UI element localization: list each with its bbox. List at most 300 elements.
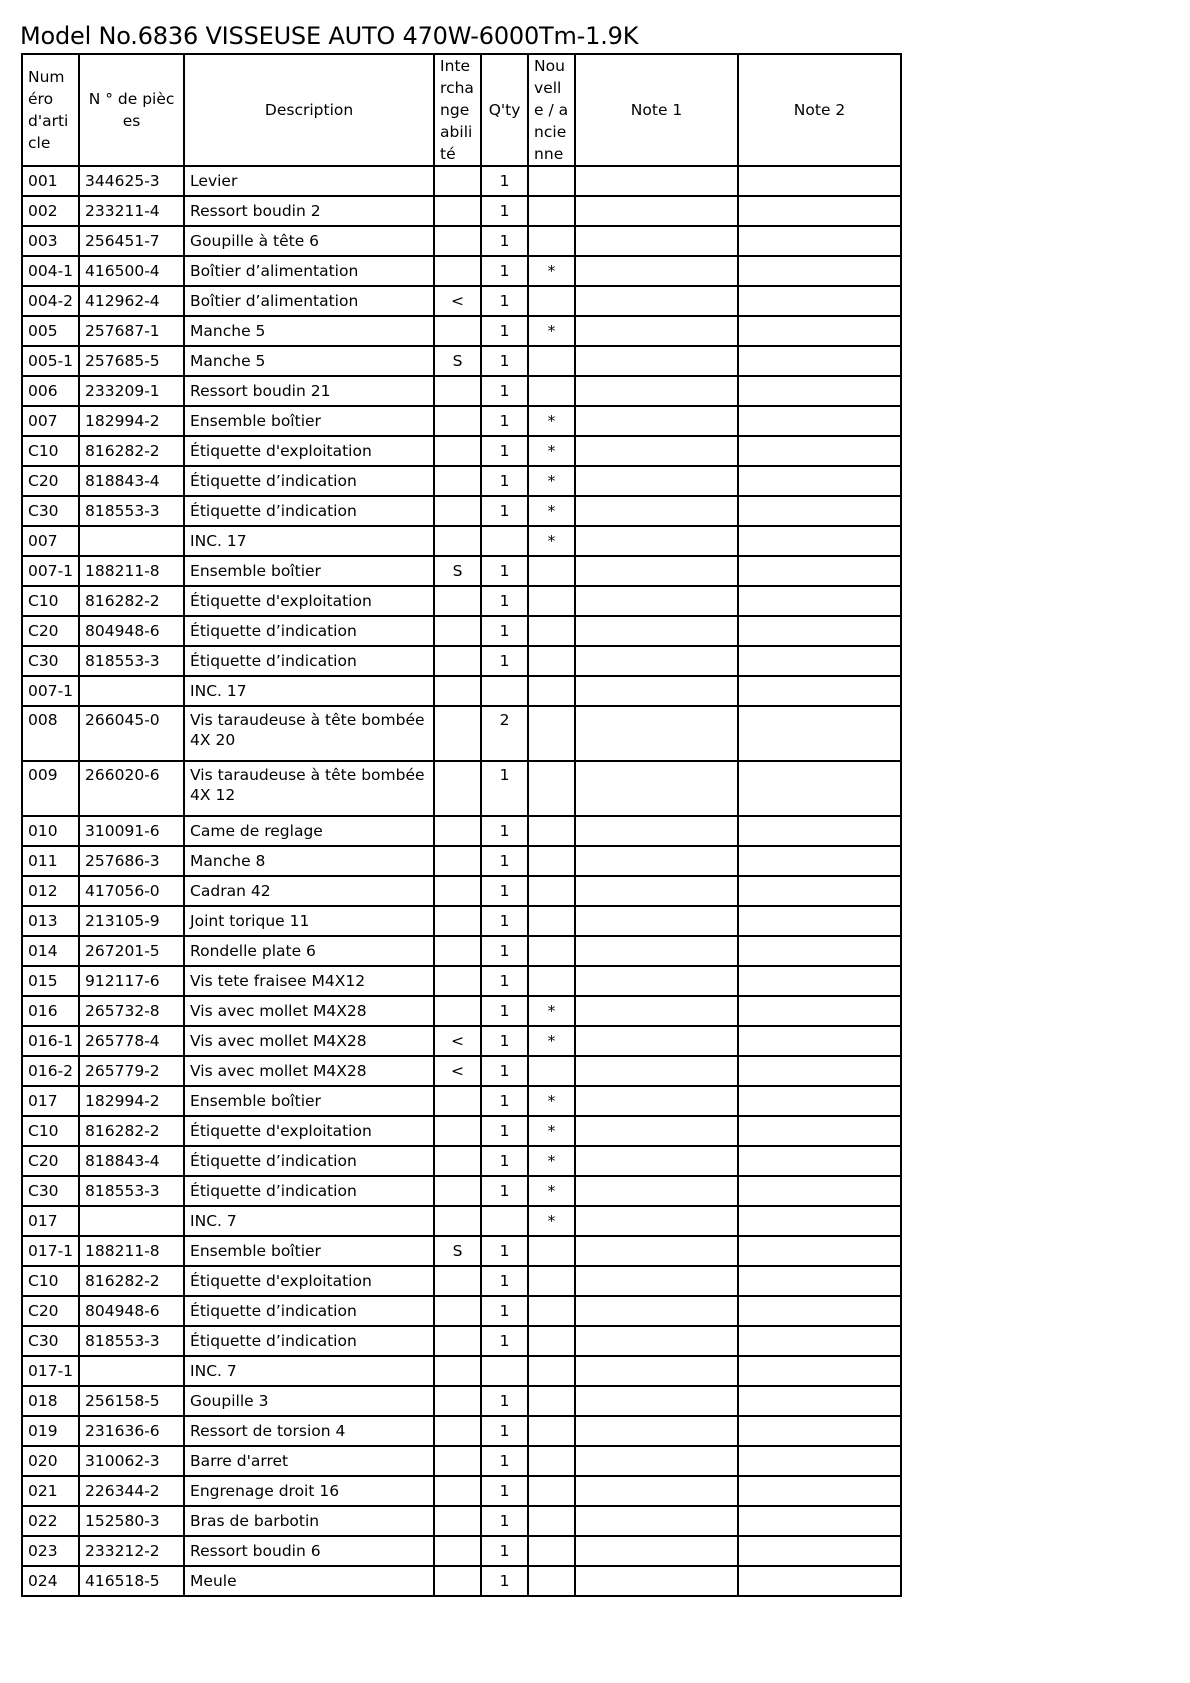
cell-description: Étiquette d’indication: [184, 466, 434, 496]
cell-quantity: 1: [481, 761, 528, 816]
cell-interchangeability: [434, 1206, 481, 1236]
cell-note-1: [575, 166, 738, 196]
cell-item-number: 003: [22, 226, 79, 256]
cell-part-number: [79, 676, 184, 706]
cell-note-2: [738, 706, 901, 761]
cell-description: Manche 5: [184, 316, 434, 346]
cell-part-number: 188211-8: [79, 1236, 184, 1266]
cell-part-number: 344625-3: [79, 166, 184, 196]
cell-quantity: [481, 676, 528, 706]
cell-item-number: 017-1: [22, 1356, 79, 1386]
cell-part-number: 818553-3: [79, 646, 184, 676]
cell-note-1: [575, 846, 738, 876]
cell-interchangeability: [434, 1446, 481, 1476]
cell-description: Étiquette d’indication: [184, 646, 434, 676]
cell-part-number: 310091-6: [79, 816, 184, 846]
cell-new-old: [528, 1566, 575, 1596]
cell-note-2: [738, 996, 901, 1026]
cell-new-old: [528, 1356, 575, 1386]
cell-note-2: [738, 346, 901, 376]
cell-part-number: [79, 1206, 184, 1236]
cell-interchangeability: [434, 1176, 481, 1206]
cell-quantity: 1: [481, 256, 528, 286]
cell-new-old: [528, 376, 575, 406]
cell-quantity: 1: [481, 1176, 528, 1206]
cell-part-number: 182994-2: [79, 1086, 184, 1116]
cell-note-2: [738, 1416, 901, 1446]
cell-new-old: [528, 1506, 575, 1536]
cell-note-2: [738, 1266, 901, 1296]
cell-part-number: 412962-4: [79, 286, 184, 316]
table-row: [22, 846, 901, 876]
cell-interchangeability: [434, 646, 481, 676]
cell-new-old: *: [528, 1176, 575, 1206]
cell-description: Étiquette d'exploitation: [184, 586, 434, 616]
cell-note-1: [575, 1476, 738, 1506]
cell-interchangeability: [434, 816, 481, 846]
table-row: [22, 1536, 901, 1566]
cell-part-number: 231636-6: [79, 1416, 184, 1446]
cell-part-number: 417056-0: [79, 876, 184, 906]
cell-note-2: [738, 316, 901, 346]
cell-new-old: *: [528, 1206, 575, 1236]
cell-interchangeability: [434, 1356, 481, 1386]
cell-new-old: [528, 1446, 575, 1476]
cell-part-number: 816282-2: [79, 586, 184, 616]
cell-note-2: [738, 1506, 901, 1536]
cell-note-2: [738, 936, 901, 966]
cell-note-1: [575, 1236, 738, 1266]
header-interchangeability: Interchangeabilité: [434, 54, 481, 166]
table-row: [22, 286, 901, 316]
table-row: [22, 1026, 901, 1056]
cell-interchangeability: [434, 706, 481, 761]
cell-new-old: *: [528, 256, 575, 286]
cell-new-old: *: [528, 1026, 575, 1056]
cell-item-number: 012: [22, 876, 79, 906]
cell-note-1: [575, 906, 738, 936]
cell-note-2: [738, 1446, 901, 1476]
cell-part-number: 257685-5: [79, 346, 184, 376]
cell-part-number: 818843-4: [79, 1146, 184, 1176]
cell-quantity: 1: [481, 196, 528, 226]
table-row: [22, 1086, 901, 1116]
cell-part-number: 267201-5: [79, 936, 184, 966]
cell-new-old: *: [528, 996, 575, 1026]
cell-note-1: [575, 1086, 738, 1116]
cell-quantity: 1: [481, 1266, 528, 1296]
cell-quantity: 1: [481, 496, 528, 526]
cell-interchangeability: [434, 1086, 481, 1116]
cell-new-old: [528, 1266, 575, 1296]
cell-note-2: [738, 1086, 901, 1116]
cell-item-number: 017: [22, 1086, 79, 1116]
cell-part-number: 818553-3: [79, 496, 184, 526]
cell-note-1: [575, 1356, 738, 1386]
cell-interchangeability: [434, 1536, 481, 1566]
cell-item-number: 008: [22, 706, 79, 761]
cell-interchangeability: [434, 496, 481, 526]
cell-note-2: [738, 1356, 901, 1386]
cell-new-old: [528, 616, 575, 646]
cell-item-number: 009: [22, 761, 79, 816]
cell-note-1: [575, 676, 738, 706]
table-row: [22, 816, 901, 846]
cell-note-1: [575, 406, 738, 436]
cell-interchangeability: [434, 846, 481, 876]
cell-new-old: [528, 816, 575, 846]
table-row: [22, 166, 901, 196]
cell-part-number: 816282-2: [79, 1266, 184, 1296]
cell-interchangeability: [434, 906, 481, 936]
cell-quantity: 1: [481, 646, 528, 676]
table-row: [22, 1206, 901, 1236]
cell-item-number: 005: [22, 316, 79, 346]
cell-quantity: 1: [481, 1476, 528, 1506]
document-title: Model No.6836 VISSEUSE AUTO 470W-6000Tm-1.9K: [20, 22, 639, 50]
cell-note-2: [738, 436, 901, 466]
cell-quantity: 1: [481, 466, 528, 496]
cell-item-number: 021: [22, 1476, 79, 1506]
cell-item-number: C20: [22, 1296, 79, 1326]
cell-note-2: [738, 1566, 901, 1596]
cell-part-number: 265732-8: [79, 996, 184, 1026]
cell-note-2: [738, 846, 901, 876]
cell-description: Rondelle plate 6: [184, 936, 434, 966]
cell-part-number: 816282-2: [79, 436, 184, 466]
cell-new-old: *: [528, 1086, 575, 1116]
cell-part-number: 182994-2: [79, 406, 184, 436]
cell-interchangeability: [434, 376, 481, 406]
table-row: [22, 1236, 901, 1266]
cell-item-number: C20: [22, 616, 79, 646]
table-row: [22, 1506, 901, 1536]
header-description: Description: [184, 54, 434, 166]
cell-note-2: [738, 466, 901, 496]
table-row: [22, 1266, 901, 1296]
cell-note-1: [575, 816, 738, 846]
header-note-2: Note 2: [738, 54, 901, 166]
cell-interchangeability: S: [434, 1236, 481, 1266]
cell-description: Ressort de torsion 4: [184, 1416, 434, 1446]
table-row: [22, 196, 901, 226]
cell-part-number: 804948-6: [79, 616, 184, 646]
cell-quantity: 1: [481, 1026, 528, 1056]
cell-interchangeability: <: [434, 1056, 481, 1086]
cell-item-number: 022: [22, 1506, 79, 1536]
cell-part-number: 256158-5: [79, 1386, 184, 1416]
table-row: [22, 406, 901, 436]
cell-note-1: [575, 346, 738, 376]
cell-new-old: [528, 1536, 575, 1566]
cell-note-1: [575, 586, 738, 616]
cell-new-old: [528, 1386, 575, 1416]
cell-note-1: [575, 256, 738, 286]
table-row: [22, 996, 901, 1026]
cell-item-number: C30: [22, 1326, 79, 1356]
cell-note-2: [738, 196, 901, 226]
table-row: [22, 1446, 901, 1476]
table-row: [22, 346, 901, 376]
cell-item-number: 002: [22, 196, 79, 226]
cell-interchangeability: [434, 676, 481, 706]
cell-item-number: 007: [22, 526, 79, 556]
cell-new-old: *: [528, 526, 575, 556]
cell-item-number: 023: [22, 1536, 79, 1566]
cell-quantity: 1: [481, 876, 528, 906]
cell-item-number: C20: [22, 1146, 79, 1176]
cell-new-old: [528, 1236, 575, 1266]
cell-new-old: [528, 706, 575, 761]
cell-new-old: [528, 761, 575, 816]
cell-quantity: 1: [481, 936, 528, 966]
cell-item-number: 007-1: [22, 556, 79, 586]
cell-part-number: 818843-4: [79, 466, 184, 496]
cell-quantity: 1: [481, 1056, 528, 1086]
cell-interchangeability: [434, 1506, 481, 1536]
cell-new-old: [528, 676, 575, 706]
cell-interchangeability: [434, 1476, 481, 1506]
cell-interchangeability: [434, 936, 481, 966]
cell-new-old: *: [528, 436, 575, 466]
cell-quantity: 1: [481, 1116, 528, 1146]
cell-quantity: [481, 1206, 528, 1236]
table-row: [22, 316, 901, 346]
cell-item-number: C10: [22, 1116, 79, 1146]
cell-description: Ressort boudin 21: [184, 376, 434, 406]
cell-interchangeability: [434, 226, 481, 256]
cell-interchangeability: S: [434, 556, 481, 586]
cell-interchangeability: [434, 616, 481, 646]
cell-quantity: 1: [481, 436, 528, 466]
cell-description: Manche 5: [184, 346, 434, 376]
cell-quantity: 1: [481, 166, 528, 196]
cell-new-old: *: [528, 1146, 575, 1176]
cell-part-number: 188211-8: [79, 556, 184, 586]
cell-description: Étiquette d’indication: [184, 1296, 434, 1326]
cell-part-number: 416518-5: [79, 1566, 184, 1596]
cell-quantity: 1: [481, 376, 528, 406]
cell-item-number: 020: [22, 1446, 79, 1476]
cell-description: Étiquette d’indication: [184, 496, 434, 526]
cell-note-1: [575, 1116, 738, 1146]
cell-description: Étiquette d’indication: [184, 1146, 434, 1176]
table-row: [22, 676, 901, 706]
cell-description: Boîtier d’alimentation: [184, 286, 434, 316]
cell-description: Ensemble boîtier: [184, 1086, 434, 1116]
cell-description: Meule: [184, 1566, 434, 1596]
cell-note-1: [575, 936, 738, 966]
table-row: [22, 1326, 901, 1356]
cell-new-old: [528, 226, 575, 256]
cell-quantity: 1: [481, 1536, 528, 1566]
cell-item-number: 017-1: [22, 1236, 79, 1266]
cell-note-1: [575, 876, 738, 906]
cell-note-1: [575, 1296, 738, 1326]
cell-part-number: 265779-2: [79, 1056, 184, 1086]
cell-description: Ressort boudin 2: [184, 196, 434, 226]
cell-note-2: [738, 256, 901, 286]
cell-interchangeability: [434, 761, 481, 816]
cell-interchangeability: <: [434, 286, 481, 316]
cell-description: Cadran 42: [184, 876, 434, 906]
cell-note-1: [575, 376, 738, 406]
cell-item-number: C10: [22, 1266, 79, 1296]
cell-note-1: [575, 1146, 738, 1176]
cell-new-old: [528, 556, 575, 586]
cell-note-2: [738, 676, 901, 706]
cell-note-2: [738, 496, 901, 526]
cell-part-number: [79, 526, 184, 556]
cell-quantity: 1: [481, 1416, 528, 1446]
cell-quantity: 1: [481, 1236, 528, 1266]
cell-quantity: 1: [481, 1566, 528, 1596]
cell-item-number: 019: [22, 1416, 79, 1446]
table-row: [22, 376, 901, 406]
cell-new-old: [528, 966, 575, 996]
table-row: [22, 1296, 901, 1326]
cell-description: Boîtier d’alimentation: [184, 256, 434, 286]
cell-description: Levier: [184, 166, 434, 196]
cell-quantity: 1: [481, 556, 528, 586]
cell-description: Vis avec mollet M4X28: [184, 996, 434, 1026]
cell-item-number: 015: [22, 966, 79, 996]
cell-interchangeability: <: [434, 1026, 481, 1056]
cell-note-1: [575, 1416, 738, 1446]
cell-interchangeability: [434, 1296, 481, 1326]
cell-interchangeability: [434, 1116, 481, 1146]
cell-quantity: 1: [481, 996, 528, 1026]
cell-note-2: [738, 1326, 901, 1356]
cell-description: Ensemble boîtier: [184, 556, 434, 586]
cell-note-2: [738, 526, 901, 556]
cell-note-1: [575, 1056, 738, 1086]
cell-description: Goupille à tête 6: [184, 226, 434, 256]
table-row: [22, 1416, 901, 1446]
cell-part-number: 226344-2: [79, 1476, 184, 1506]
cell-part-number: 265778-4: [79, 1026, 184, 1056]
cell-description: Goupille 3: [184, 1386, 434, 1416]
table-row: [22, 706, 901, 761]
cell-item-number: 004-1: [22, 256, 79, 286]
cell-interchangeability: S: [434, 346, 481, 376]
cell-quantity: 1: [481, 406, 528, 436]
cell-note-1: [575, 316, 738, 346]
cell-note-1: [575, 436, 738, 466]
cell-description: Came de reglage: [184, 816, 434, 846]
cell-description: Étiquette d'exploitation: [184, 436, 434, 466]
cell-interchangeability: [434, 966, 481, 996]
cell-new-old: [528, 196, 575, 226]
cell-part-number: 912117-6: [79, 966, 184, 996]
cell-note-2: [738, 1056, 901, 1086]
parts-table: [21, 53, 902, 1597]
cell-item-number: 016-2: [22, 1056, 79, 1086]
cell-interchangeability: [434, 526, 481, 556]
cell-part-number: 256451-7: [79, 226, 184, 256]
cell-note-2: [738, 1026, 901, 1056]
cell-quantity: 1: [481, 906, 528, 936]
cell-interchangeability: [434, 996, 481, 1026]
cell-interchangeability: [434, 196, 481, 226]
header-note-1: Note 1: [575, 54, 738, 166]
cell-new-old: [528, 1056, 575, 1086]
cell-part-number: 257687-1: [79, 316, 184, 346]
cell-note-2: [738, 406, 901, 436]
cell-note-1: [575, 1266, 738, 1296]
cell-interchangeability: [434, 316, 481, 346]
table-row: [22, 1476, 901, 1506]
cell-note-2: [738, 646, 901, 676]
cell-note-1: [575, 1176, 738, 1206]
cell-note-1: [575, 1206, 738, 1236]
cell-item-number: 016-1: [22, 1026, 79, 1056]
table-row: [22, 1386, 901, 1416]
cell-quantity: 1: [481, 966, 528, 996]
cell-part-number: [79, 1356, 184, 1386]
cell-note-2: [738, 1176, 901, 1206]
cell-part-number: 152580-3: [79, 1506, 184, 1536]
cell-item-number: 011: [22, 846, 79, 876]
cell-interchangeability: [434, 1416, 481, 1446]
cell-item-number: 001: [22, 166, 79, 196]
cell-description: Étiquette d'exploitation: [184, 1266, 434, 1296]
cell-note-2: [738, 1236, 901, 1266]
cell-description: Étiquette d’indication: [184, 1176, 434, 1206]
cell-note-2: [738, 1206, 901, 1236]
cell-note-1: [575, 556, 738, 586]
cell-quantity: 2: [481, 706, 528, 761]
table-row: [22, 1566, 901, 1596]
cell-new-old: [528, 876, 575, 906]
cell-item-number: 010: [22, 816, 79, 846]
cell-description: INC. 7: [184, 1356, 434, 1386]
cell-interchangeability: [434, 406, 481, 436]
cell-note-2: [738, 1296, 901, 1326]
cell-new-old: *: [528, 466, 575, 496]
cell-description: Ensemble boîtier: [184, 1236, 434, 1266]
cell-new-old: [528, 1296, 575, 1326]
table-row: [22, 966, 901, 996]
cell-description: INC. 17: [184, 526, 434, 556]
cell-note-1: [575, 1446, 738, 1476]
cell-new-old: *: [528, 406, 575, 436]
cell-item-number: C10: [22, 436, 79, 466]
cell-new-old: [528, 646, 575, 676]
table-row: [22, 226, 901, 256]
cell-note-1: [575, 466, 738, 496]
cell-quantity: 1: [481, 1146, 528, 1176]
table-row: [22, 1146, 901, 1176]
cell-note-2: [738, 376, 901, 406]
cell-quantity: 1: [481, 346, 528, 376]
cell-new-old: [528, 166, 575, 196]
cell-note-2: [738, 1146, 901, 1176]
cell-note-1: [575, 196, 738, 226]
cell-note-2: [738, 1116, 901, 1146]
cell-note-2: [738, 876, 901, 906]
cell-note-1: [575, 1026, 738, 1056]
cell-item-number: C30: [22, 1176, 79, 1206]
cell-note-1: [575, 226, 738, 256]
table-row: [22, 526, 901, 556]
parts-table-body: [22, 166, 901, 1596]
cell-note-1: [575, 761, 738, 816]
cell-note-2: [738, 556, 901, 586]
cell-description: Manche 8: [184, 846, 434, 876]
cell-new-old: [528, 1326, 575, 1356]
cell-quantity: 1: [481, 1506, 528, 1536]
